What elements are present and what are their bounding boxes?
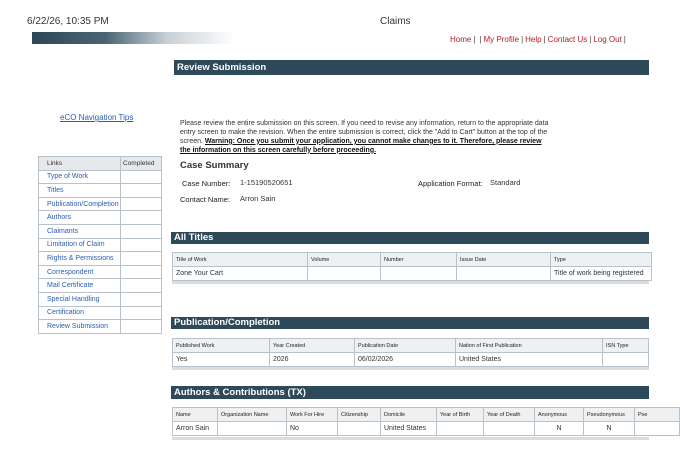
review-instructions bbox=[180, 120, 550, 156]
case-number-label: Case Number: bbox=[182, 179, 231, 188]
table-cell: United States bbox=[456, 353, 603, 367]
sidebar-item-type-of-work[interactable]: Type of Work bbox=[47, 173, 89, 181]
column-header: Work For Hire bbox=[287, 408, 338, 422]
page-header-title: Claims bbox=[380, 16, 411, 27]
column-header: Year of Birth bbox=[437, 408, 484, 422]
sidebar-item-special-handling[interactable]: Special Handling bbox=[47, 295, 100, 303]
section-divider bbox=[172, 281, 649, 284]
column-header: ISN Type bbox=[603, 339, 649, 353]
column-header: Published Work bbox=[173, 339, 270, 353]
table-cell: Yes bbox=[173, 353, 270, 367]
all-titles-table bbox=[172, 252, 652, 281]
contact-name-value: Arron Sain bbox=[240, 194, 276, 203]
sidebar-item-certification[interactable]: Certification bbox=[47, 309, 84, 317]
column-header: Nation of First Publication bbox=[456, 339, 603, 353]
table-cell bbox=[308, 267, 381, 281]
column-header: Title of Work bbox=[173, 253, 308, 267]
table-cell bbox=[635, 422, 680, 436]
table-cell: Zone Your Cart bbox=[173, 267, 308, 281]
table-row bbox=[173, 422, 680, 436]
table-header-row bbox=[173, 339, 649, 353]
review-warning: Warning: Once you submit your application, you cannot make changes to it. Therefore, please review the information on this screen carefully before proceeding. bbox=[180, 137, 542, 154]
table-cell: 2026 bbox=[270, 353, 355, 367]
top-nav-links: Home | | My Profile | Help | Contact Us | Log Out | bbox=[450, 35, 626, 44]
table-header-row bbox=[173, 253, 652, 267]
case-summary-heading: Case Summary bbox=[180, 160, 249, 171]
contact-us-link[interactable]: Contact Us bbox=[547, 35, 588, 44]
table-cell: 06/02/2026 bbox=[355, 353, 456, 367]
column-header: Name bbox=[173, 408, 218, 422]
publication-completion-heading: Publication/Completion bbox=[171, 317, 649, 329]
eco-navigation-tips-link[interactable]: eCO Navigation Tips bbox=[60, 113, 134, 122]
table-cell: N bbox=[535, 422, 584, 436]
table-cell: Title of work being registered bbox=[551, 267, 652, 281]
column-header: Year of Death bbox=[484, 408, 535, 422]
case-number-value: 1-15190520651 bbox=[240, 178, 293, 187]
sidebar-item-review-submission[interactable]: Review Submission bbox=[47, 322, 109, 330]
table-cell: United States bbox=[381, 422, 437, 436]
sidebar-item-mail-certificate[interactable]: Mail Certificate bbox=[47, 282, 94, 290]
column-header: Citizenship bbox=[338, 408, 381, 422]
table-cell bbox=[381, 267, 457, 281]
table-cell bbox=[457, 267, 551, 281]
print-datetime: 6/22/26, 10:35 PM bbox=[27, 16, 109, 27]
help-link[interactable]: Help bbox=[525, 35, 542, 44]
application-format-label: Application Format: bbox=[418, 179, 483, 188]
column-header: Publication Date bbox=[355, 339, 456, 353]
sidebar-header-row bbox=[39, 157, 162, 171]
section-divider bbox=[172, 437, 649, 440]
section-divider bbox=[172, 367, 649, 370]
column-header: Pseudonymous bbox=[584, 408, 635, 422]
sidebar-item-authors[interactable]: Authors bbox=[47, 214, 72, 222]
column-header: Volume bbox=[308, 253, 381, 267]
publication-table bbox=[172, 338, 649, 367]
table-row bbox=[173, 353, 649, 367]
column-header: Year Created bbox=[270, 339, 355, 353]
column-header: Domicile bbox=[381, 408, 437, 422]
review-description: Please review the entire submission on this screen. If you need to revise any information, return to the appropriate data entry screen to make the revision. When the entire submission is correct, click the "Add to Cart" button at the top of the screen. bbox=[180, 120, 549, 145]
authors-table bbox=[172, 407, 680, 436]
column-header: Number bbox=[381, 253, 457, 267]
log-out-link[interactable]: Log Out bbox=[593, 35, 622, 44]
table-row bbox=[173, 267, 652, 281]
column-header: Anonymous bbox=[535, 408, 584, 422]
sidebar-col-links: Links bbox=[39, 157, 121, 171]
sidebar-item-titles[interactable]: Titles bbox=[47, 186, 64, 194]
home-link[interactable]: Home bbox=[450, 35, 472, 44]
table-cell bbox=[338, 422, 381, 436]
sidebar-item-rights-permissions[interactable]: Rights & Permissions bbox=[47, 254, 114, 262]
table-cell: N bbox=[584, 422, 635, 436]
table-cell bbox=[603, 353, 649, 367]
column-header: Organization Name bbox=[218, 408, 287, 422]
table-cell: Arron Sain bbox=[173, 422, 218, 436]
authors-contributions-heading: Authors & Contributions (TX) bbox=[171, 386, 649, 399]
contact-name-label: Contact Name: bbox=[180, 195, 231, 204]
column-header: Pse bbox=[635, 408, 680, 422]
table-cell: No bbox=[287, 422, 338, 436]
all-titles-heading: All Titles bbox=[171, 232, 649, 244]
sidebar-nav-table bbox=[38, 156, 162, 334]
sidebar-item-publication-completion[interactable]: Publication/Completion bbox=[47, 200, 119, 208]
sidebar-col-completed: Completed bbox=[121, 157, 162, 171]
review-submission-heading: Review Submission bbox=[174, 60, 649, 75]
table-cell bbox=[437, 422, 484, 436]
application-format-value: Standard bbox=[490, 178, 521, 187]
column-header: Type bbox=[551, 253, 652, 267]
my-profile-link[interactable]: My Profile bbox=[483, 35, 520, 44]
column-header: Issue Date bbox=[457, 253, 551, 267]
table-cell bbox=[484, 422, 535, 436]
table-cell bbox=[218, 422, 287, 436]
table-header-row bbox=[173, 408, 680, 422]
sidebar-item-limitation-of-claim[interactable]: Limitation of Claim bbox=[47, 241, 105, 249]
sidebar-item-correspondent[interactable]: Correspondent bbox=[47, 268, 94, 276]
sidebar-item-claimants[interactable]: Claimants bbox=[47, 227, 79, 235]
